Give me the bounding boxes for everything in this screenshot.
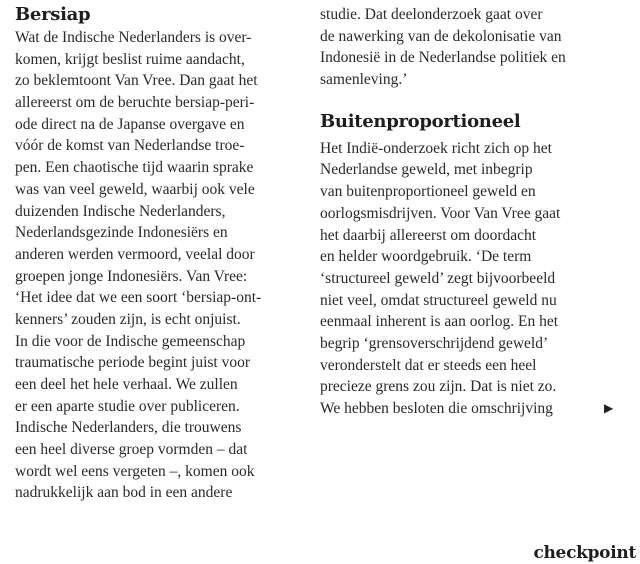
text-line: Nederlandsgezinde Indonesiërs en xyxy=(15,224,228,242)
text-line: anderen werden vermoord, veelal door xyxy=(15,245,255,263)
section-heading-buitenproportioneel: Buitenproportioneel xyxy=(320,110,521,132)
text-line: precieze grens zou zijn. Dat is niet zo. xyxy=(320,378,557,396)
text-line: zo beklemtoont Van Vree. Dan gaat het xyxy=(15,72,258,90)
text-line: van buitenproportioneel geweld en xyxy=(320,183,536,201)
text-line: ‘structureel geweld’ zegt bijvoorbeeld xyxy=(320,269,556,287)
text-line: allereerst om de beruchte bersiap-peri- xyxy=(15,94,255,112)
text-line: vóór de komst van Nederlandse troe- xyxy=(15,137,245,155)
section-gap xyxy=(320,91,590,110)
continue-arrow-icon: ▶ xyxy=(604,401,614,415)
text-line: en helder woordgebruik. ‘De term xyxy=(320,248,532,266)
text-line: nadrukkelijk aan bod in een andere xyxy=(15,484,233,502)
text-line: een deel het hele verhaal. We zullen xyxy=(15,376,238,393)
text-line: Indische Nederlanders, die trouwens xyxy=(15,419,242,437)
text-line: oorlogsmisdrijven. Voor Van Vree gaat xyxy=(320,204,561,222)
text-line: Nederlandse geweld, met inbegrip xyxy=(320,161,533,179)
text-line: de nawerking van de dekolonisatie van xyxy=(320,27,562,45)
text-line: eenmaal inherent is aan oorlog. En het xyxy=(320,313,559,331)
text-line: samenleving.’ xyxy=(320,71,408,89)
text-line: duizenden Indische Nederlanders, xyxy=(15,202,226,220)
text-line: het daarbij allereerst om doordacht xyxy=(320,226,537,244)
text-line: er een aparte studie over publiceren. xyxy=(15,397,240,415)
text-line: kenners’ zouden zijn, is echt onjuist. xyxy=(15,310,241,328)
text-line: veronderstelt dat er steeds een heel xyxy=(320,356,537,374)
text-line: wordt wel eens vergeten –, komen ook xyxy=(15,462,255,480)
text-line: In die voor de Indische gemeenschap xyxy=(15,332,246,350)
left-column xyxy=(15,0,313,504)
right-intro-text xyxy=(320,4,590,91)
right-body-text xyxy=(320,138,590,420)
text-line: groepen jonge Indonesiërs. Van Vree: xyxy=(15,267,248,285)
text-line: Het Indië-onderzoek richt zich op het xyxy=(320,139,552,157)
text-line: een heel diverse groep vormden – dat xyxy=(15,441,248,459)
text-line: niet veel, omdat structureel geweld nu xyxy=(320,291,557,309)
text-line: We hebben besloten die omschrijving xyxy=(320,400,553,417)
text-line: ‘Het idee dat we een soort ‘bersiap-ont- xyxy=(15,289,262,307)
text-line: was van veel geweld, waarbij ook vele xyxy=(15,180,255,198)
left-body-text xyxy=(15,27,313,504)
section-heading-bersiap: Bersiap xyxy=(15,4,91,25)
text-line: komen, krijgt beslist ruime aandacht, xyxy=(15,50,245,68)
right-column xyxy=(320,0,590,420)
text-line: ode direct na de Japanse overgave en xyxy=(15,115,245,133)
footer-publication-name: checkpoint xyxy=(533,543,636,563)
text-line: begrip ‘grensoverschrijdend geweld’ xyxy=(320,334,549,352)
text-line: Wat de Indische Nederlanders is over- xyxy=(15,29,252,46)
text-line: studie. Dat deelonderzoek gaat over xyxy=(320,6,543,23)
text-line: Indonesië in de Nederlandse politiek en xyxy=(320,49,566,67)
text-line: traumatische periode begint juist voor xyxy=(15,354,251,372)
text-line: pen. Een chaotische tijd waarin sprake xyxy=(15,159,254,177)
